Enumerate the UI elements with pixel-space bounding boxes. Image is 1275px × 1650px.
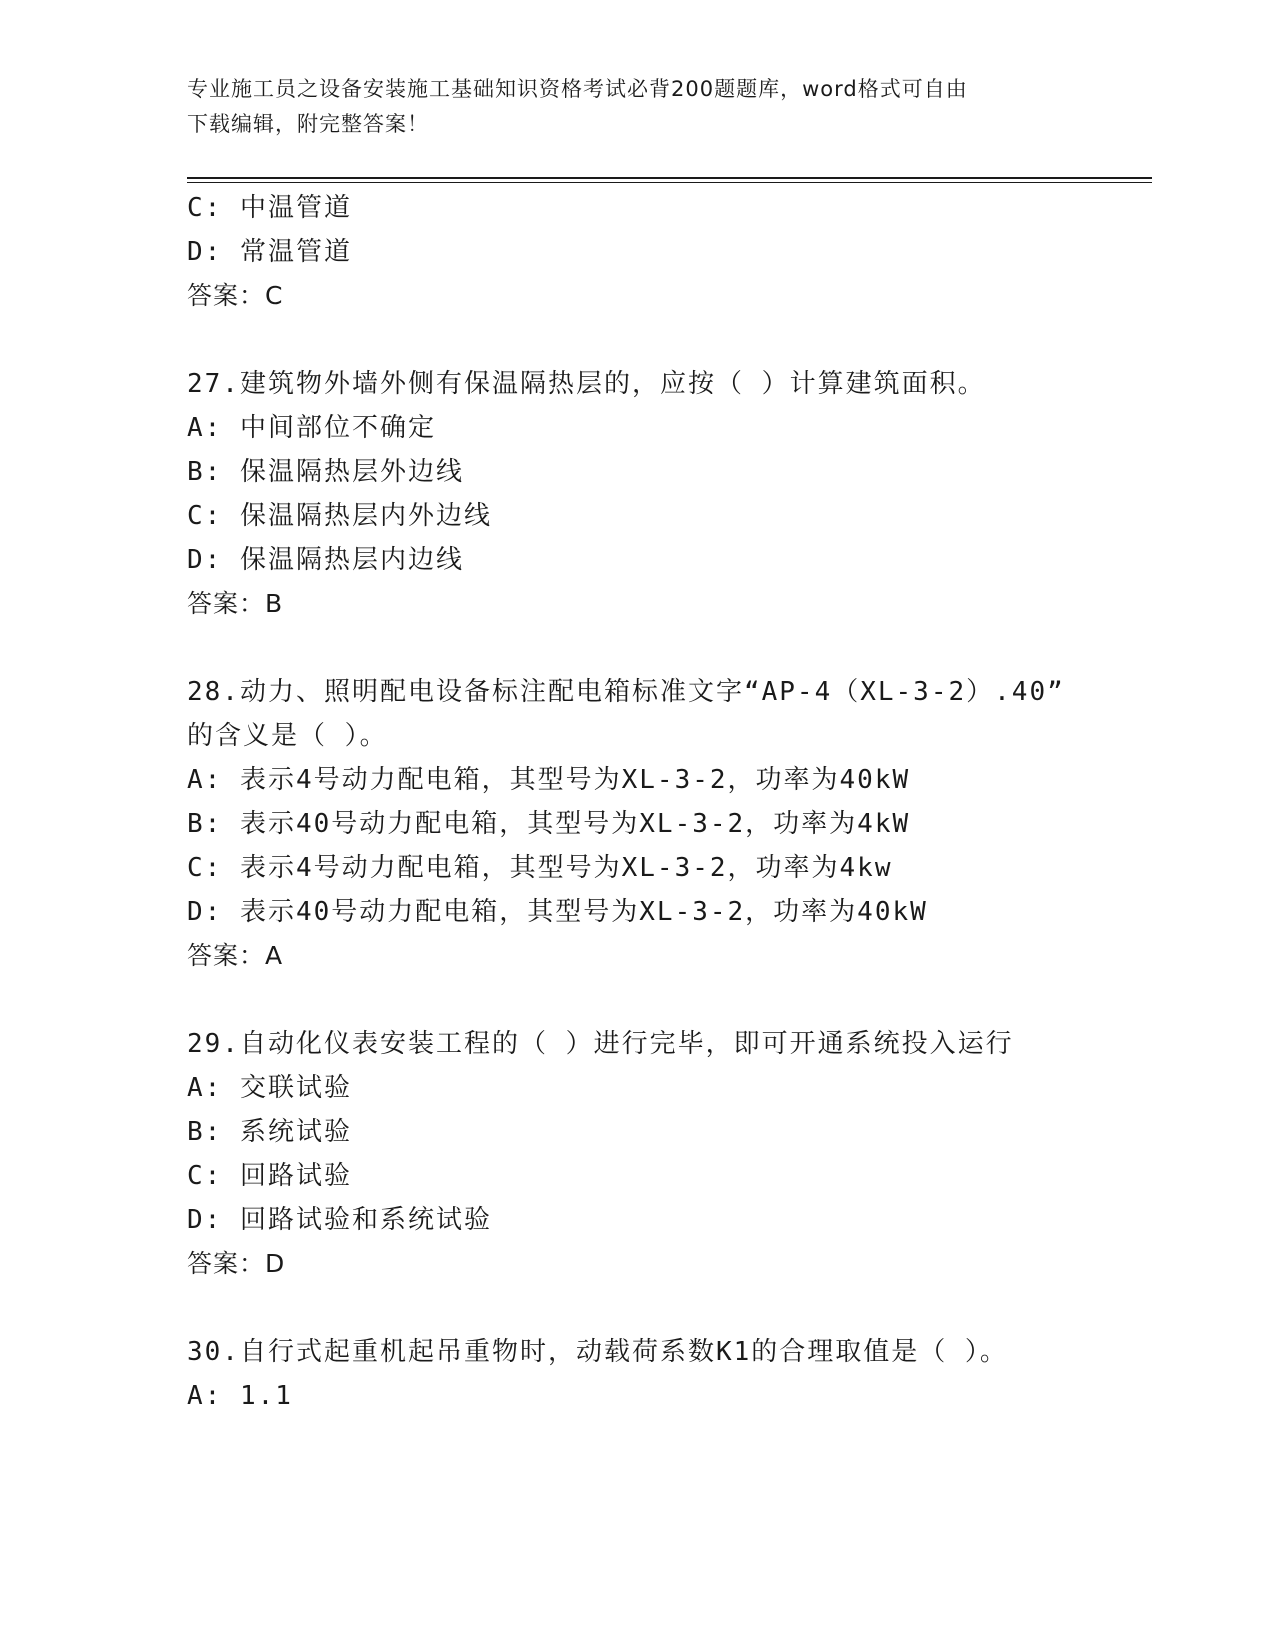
question-29-option-a: A: 交联试验 [187, 1073, 352, 1103]
question-30-stem: 30.自行式起重机起吊重物时，动载荷系数K1的合理取值是（ ）。 [187, 1337, 1008, 1367]
question-28-stem-line-1: 28.动力、照明配电设备标注配电箱标准文字“AP-4（XL-3-2）.40” [187, 677, 1065, 707]
question-29-option-d: D: 回路试验和系统试验 [187, 1205, 492, 1235]
question-28-option-b: B: 表示40号动力配电箱，其型号为XL-3-2，功率为4kW [187, 809, 911, 839]
question-29-answer: 答案：D [187, 1249, 286, 1278]
header-title-line-1: 专业施工员之设备安装施工基础知识资格考试必背200题题库，word格式可自由 [187, 77, 968, 101]
question-28-stem-line-2: 的含义是（ ）。 [187, 721, 388, 751]
header-title-line-2: 下载编辑，附完整答案！ [187, 112, 429, 136]
answer-line: 答案：C [187, 281, 284, 310]
question-30-option-a: A: 1.1 [187, 1381, 293, 1411]
option-c: C: 中温管道 [187, 193, 352, 223]
question-29-option-b: B: 系统试验 [187, 1117, 352, 1147]
question-28-option-a: A: 表示4号动力配电箱，其型号为XL-3-2，功率为40kW [187, 765, 911, 795]
question-27-option-b: B: 保温隔热层外边线 [187, 457, 464, 487]
document-header [187, 72, 1087, 142]
question-28-option-c: C: 表示4号动力配电箱，其型号为XL-3-2，功率为4kw [187, 853, 893, 883]
question-27-answer: 答案：B [187, 589, 284, 618]
question-29-stem: 29.自动化仪表安装工程的（ ）进行完毕，即可开通系统投入运行 [187, 1029, 1014, 1059]
question-28-option-d: D: 表示40号动力配电箱，其型号为XL-3-2，功率为40kW [187, 897, 928, 927]
header-divider [187, 177, 1152, 179]
question-27-stem: 27.建筑物外墙外侧有保温隔热层的，应按（ ）计算建筑面积。 [187, 369, 986, 399]
question-27-option-a: A: 中间部位不确定 [187, 413, 436, 443]
header-divider-thin [187, 182, 1152, 183]
question-27-option-d: D: 保温隔热层内边线 [187, 545, 464, 575]
question-28-answer: 答案：A [187, 941, 284, 970]
question-29-option-c: C: 回路试验 [187, 1161, 352, 1191]
option-d: D: 常温管道 [187, 237, 352, 267]
question-27-option-c: C: 保温隔热层内外边线 [187, 501, 492, 531]
